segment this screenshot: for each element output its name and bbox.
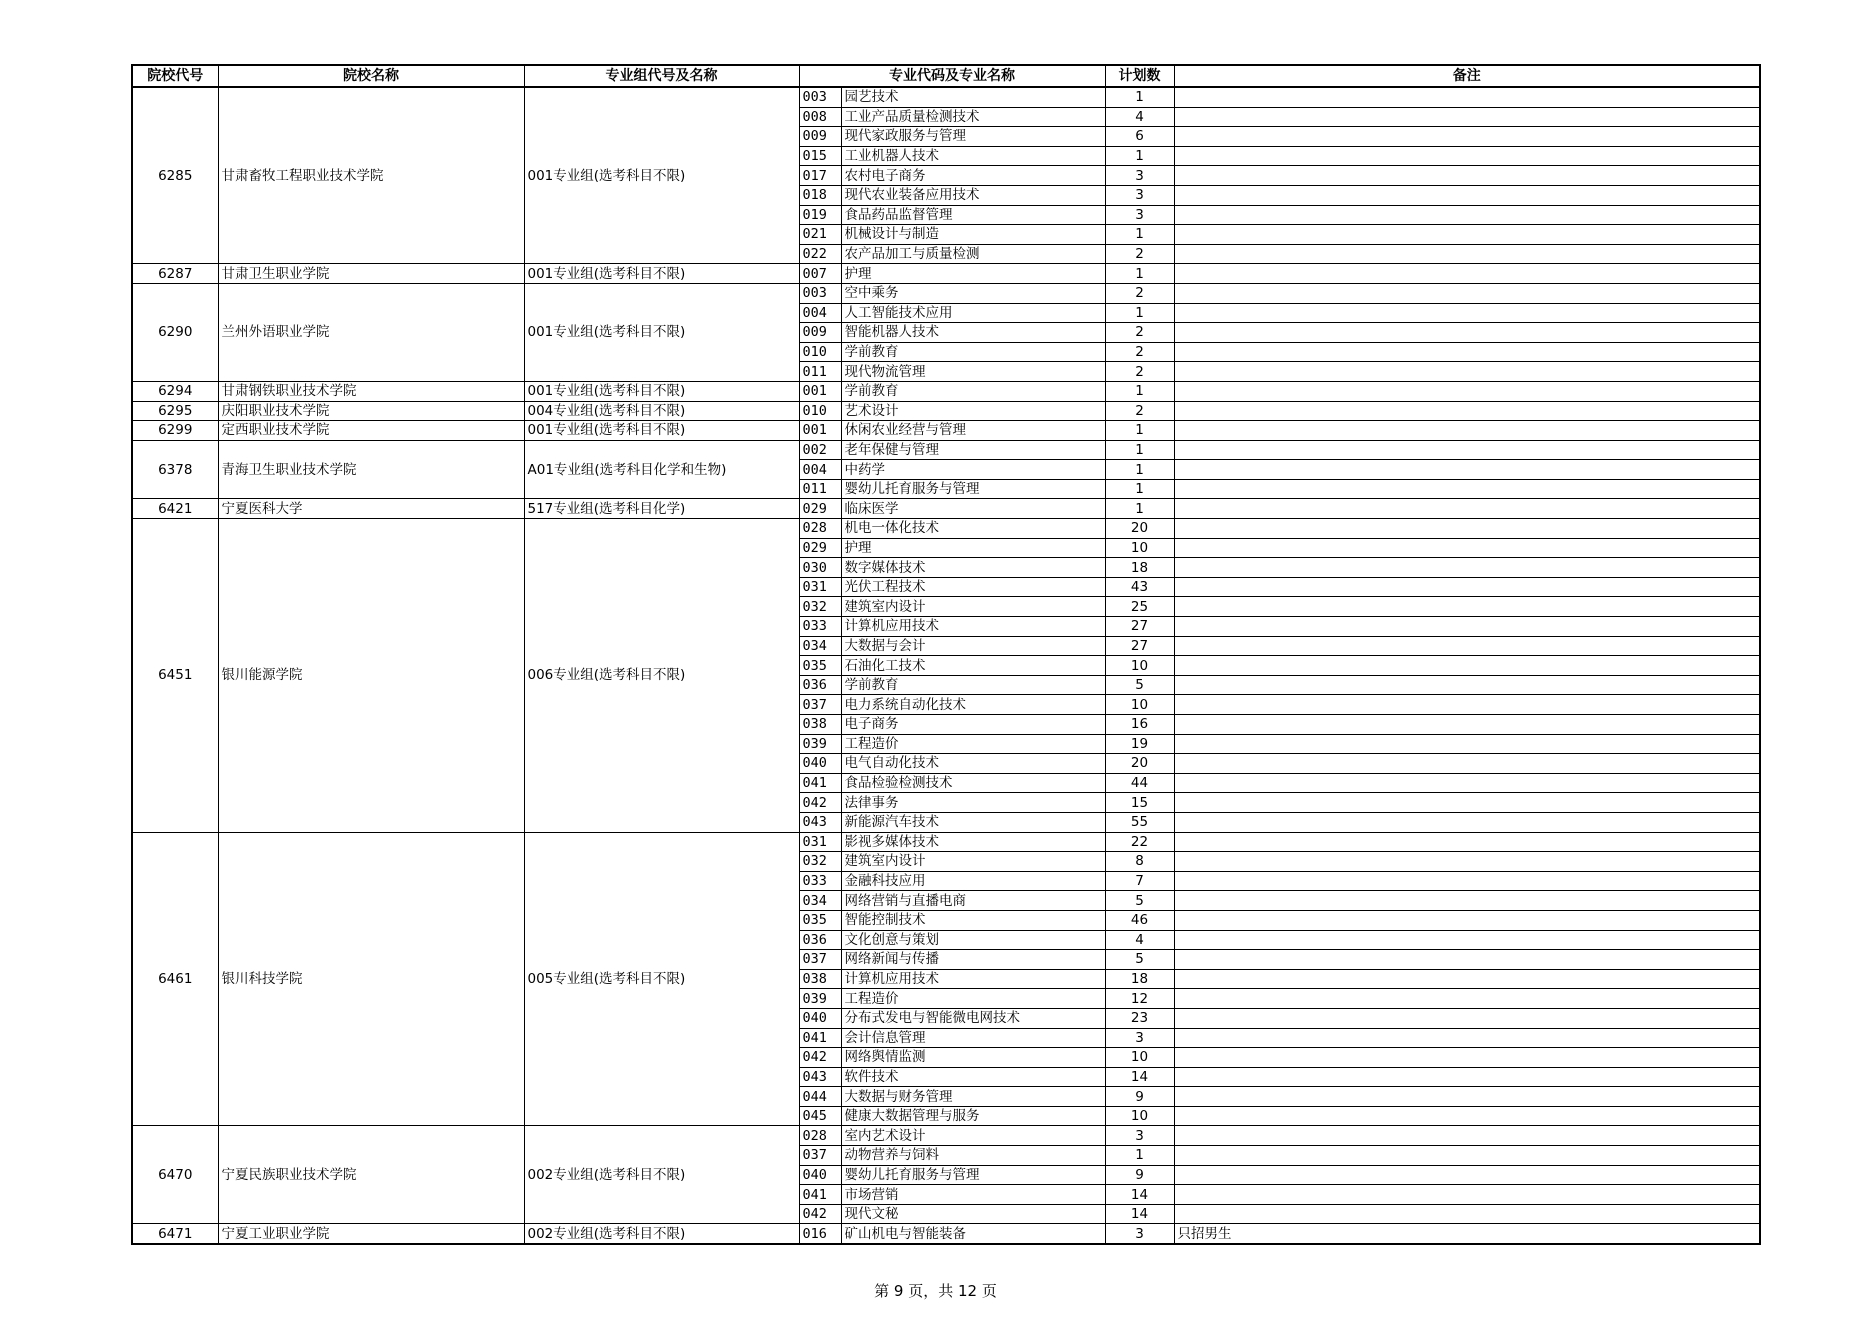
- note-cell: [1174, 852, 1760, 872]
- major-name-cell: 学前教育: [841, 342, 1105, 362]
- major-code-cell: 031: [799, 577, 841, 597]
- major-code-cell: 002: [799, 440, 841, 460]
- major-name-cell: 机械设计与制造: [841, 225, 1105, 245]
- major-name-cell: 室内艺术设计: [841, 1126, 1105, 1146]
- major-name-cell: 工业机器人技术: [841, 146, 1105, 166]
- major-name-cell: 智能控制技术: [841, 910, 1105, 930]
- note-cell: [1174, 754, 1760, 774]
- note-cell: [1174, 1048, 1760, 1068]
- plan-count-cell: 10: [1105, 1106, 1174, 1126]
- header-major: 专业代码及专业名称: [799, 65, 1105, 87]
- major-name-cell: 人工智能技术应用: [841, 303, 1105, 323]
- note-cell: [1174, 675, 1760, 695]
- major-name-cell: 机电一体化技术: [841, 519, 1105, 539]
- header-note: 备注: [1174, 65, 1760, 87]
- note-cell: [1174, 617, 1760, 637]
- major-code-cell: 036: [799, 675, 841, 695]
- major-code-cell: 010: [799, 342, 841, 362]
- major-code-cell: 035: [799, 656, 841, 676]
- plan-count-cell: 16: [1105, 715, 1174, 735]
- note-cell: [1174, 930, 1760, 950]
- plan-count-cell: 18: [1105, 969, 1174, 989]
- note-cell: [1174, 1008, 1760, 1028]
- table-row: [132, 264, 1760, 284]
- note-cell: [1174, 283, 1760, 303]
- note-cell: [1174, 87, 1760, 107]
- plan-count-cell: 14: [1105, 1185, 1174, 1205]
- major-code-cell: 044: [799, 1087, 841, 1107]
- major-code-cell: 041: [799, 773, 841, 793]
- note-cell: [1174, 205, 1760, 225]
- plan-count-cell: 23: [1105, 1008, 1174, 1028]
- note-cell: [1174, 812, 1760, 832]
- note-cell: [1174, 107, 1760, 127]
- major-name-cell: 食品药品监督管理: [841, 205, 1105, 225]
- major-name-cell: 休闲农业经营与管理: [841, 421, 1105, 441]
- major-group-cell: 001专业组(选考科目不限): [524, 264, 799, 284]
- school-name-cell: 青海卫生职业技术学院: [218, 440, 524, 499]
- major-name-cell: 文化创意与策划: [841, 930, 1105, 950]
- major-name-cell: 金融科技应用: [841, 871, 1105, 891]
- plan-count-cell: 1: [1105, 303, 1174, 323]
- major-code-cell: 003: [799, 87, 841, 107]
- note-cell: [1174, 636, 1760, 656]
- school-code-cell: 6295: [132, 401, 218, 421]
- plan-count-cell: 6: [1105, 127, 1174, 147]
- plan-count-cell: 4: [1105, 930, 1174, 950]
- major-name-cell: 法律事务: [841, 793, 1105, 813]
- plan-count-cell: 5: [1105, 675, 1174, 695]
- major-name-cell: 网络舆情监测: [841, 1048, 1105, 1068]
- plan-count-cell: 1: [1105, 479, 1174, 499]
- major-name-cell: 软件技术: [841, 1067, 1105, 1087]
- plan-count-cell: 5: [1105, 891, 1174, 911]
- note-cell: [1174, 440, 1760, 460]
- major-code-cell: 042: [799, 793, 841, 813]
- school-code-cell: 6294: [132, 381, 218, 401]
- plan-count-cell: 4: [1105, 107, 1174, 127]
- school-name-cell: 宁夏民族职业技术学院: [218, 1126, 524, 1224]
- major-name-cell: 学前教育: [841, 381, 1105, 401]
- major-group-cell: 002专业组(选考科目不限): [524, 1126, 799, 1224]
- major-code-cell: 040: [799, 754, 841, 774]
- note-cell: [1174, 519, 1760, 539]
- plan-count-cell: 44: [1105, 773, 1174, 793]
- plan-count-cell: 2: [1105, 323, 1174, 343]
- note-cell: [1174, 871, 1760, 891]
- note-cell: [1174, 538, 1760, 558]
- major-name-cell: 现代文秘: [841, 1204, 1105, 1224]
- major-code-cell: 003: [799, 283, 841, 303]
- plan-count-cell: 46: [1105, 910, 1174, 930]
- plan-count-cell: 1: [1105, 440, 1174, 460]
- note-cell: [1174, 891, 1760, 911]
- note-cell: [1174, 1165, 1760, 1185]
- major-group-cell: 002专业组(选考科目不限): [524, 1224, 799, 1244]
- school-code-cell: 6451: [132, 519, 218, 833]
- school-code-cell: 6299: [132, 421, 218, 441]
- major-code-cell: 038: [799, 715, 841, 735]
- major-name-cell: 动物营养与饲料: [841, 1146, 1105, 1166]
- major-name-cell: 建筑室内设计: [841, 852, 1105, 872]
- plan-count-cell: 1: [1105, 146, 1174, 166]
- major-group-cell: 001专业组(选考科目不限): [524, 421, 799, 441]
- plan-count-cell: 2: [1105, 283, 1174, 303]
- plan-count-cell: 25: [1105, 597, 1174, 617]
- plan-count-cell: 27: [1105, 636, 1174, 656]
- major-name-cell: 农产品加工与质量检测: [841, 244, 1105, 264]
- major-code-cell: 019: [799, 205, 841, 225]
- major-name-cell: 大数据与会计: [841, 636, 1105, 656]
- table-row: [132, 381, 1760, 401]
- plan-count-cell: 10: [1105, 1048, 1174, 1068]
- school-name-cell: 甘肃卫生职业学院: [218, 264, 524, 284]
- major-code-cell: 028: [799, 519, 841, 539]
- plan-count-cell: 3: [1105, 1126, 1174, 1146]
- table-row: [132, 421, 1760, 441]
- table-header-row: [132, 65, 1760, 87]
- major-name-cell: 现代农业装备应用技术: [841, 185, 1105, 205]
- note-cell: [1174, 656, 1760, 676]
- note-cell: [1174, 1185, 1760, 1205]
- major-code-cell: 043: [799, 812, 841, 832]
- major-name-cell: 会计信息管理: [841, 1028, 1105, 1048]
- plan-count-cell: 1: [1105, 460, 1174, 480]
- major-code-cell: 039: [799, 734, 841, 754]
- major-group-cell: 517专业组(选考科目化学): [524, 499, 799, 519]
- major-code-cell: 035: [799, 910, 841, 930]
- major-code-cell: 032: [799, 852, 841, 872]
- plan-count-cell: 12: [1105, 989, 1174, 1009]
- plan-count-cell: 1: [1105, 87, 1174, 107]
- major-code-cell: 030: [799, 558, 841, 578]
- major-code-cell: 009: [799, 127, 841, 147]
- major-code-cell: 007: [799, 264, 841, 284]
- plan-count-cell: 20: [1105, 519, 1174, 539]
- major-code-cell: 043: [799, 1067, 841, 1087]
- plan-count-cell: 10: [1105, 695, 1174, 715]
- major-name-cell: 中药学: [841, 460, 1105, 480]
- major-code-cell: 021: [799, 225, 841, 245]
- major-name-cell: 计算机应用技术: [841, 969, 1105, 989]
- major-code-cell: 037: [799, 695, 841, 715]
- note-cell: [1174, 1204, 1760, 1224]
- table-row: [132, 499, 1760, 519]
- plan-count-cell: 10: [1105, 538, 1174, 558]
- plan-count-cell: 14: [1105, 1067, 1174, 1087]
- major-name-cell: 电子商务: [841, 715, 1105, 735]
- table-row: [132, 440, 1760, 460]
- major-name-cell: 护理: [841, 538, 1105, 558]
- major-code-cell: 036: [799, 930, 841, 950]
- major-name-cell: 电气自动化技术: [841, 754, 1105, 774]
- major-code-cell: 016: [799, 1224, 841, 1244]
- note-cell: [1174, 558, 1760, 578]
- major-code-cell: 040: [799, 1165, 841, 1185]
- major-code-cell: 041: [799, 1028, 841, 1048]
- note-cell: [1174, 185, 1760, 205]
- major-code-cell: 045: [799, 1106, 841, 1126]
- major-name-cell: 计算机应用技术: [841, 617, 1105, 637]
- plan-count-cell: 14: [1105, 1204, 1174, 1224]
- note-cell: [1174, 793, 1760, 813]
- major-name-cell: 空中乘务: [841, 283, 1105, 303]
- major-name-cell: 食品检验检测技术: [841, 773, 1105, 793]
- major-code-cell: 011: [799, 362, 841, 382]
- note-cell: [1174, 499, 1760, 519]
- major-code-cell: 031: [799, 832, 841, 852]
- major-code-cell: 001: [799, 421, 841, 441]
- plan-count-cell: 10: [1105, 656, 1174, 676]
- note-cell: [1174, 695, 1760, 715]
- plan-count-cell: 2: [1105, 244, 1174, 264]
- major-code-cell: 037: [799, 1146, 841, 1166]
- major-name-cell: 石油化工技术: [841, 656, 1105, 676]
- plan-count-cell: 1: [1105, 225, 1174, 245]
- major-code-cell: 032: [799, 597, 841, 617]
- major-name-cell: 园艺技术: [841, 87, 1105, 107]
- plan-count-cell: 20: [1105, 754, 1174, 774]
- major-code-cell: 008: [799, 107, 841, 127]
- note-cell: [1174, 577, 1760, 597]
- major-code-cell: 037: [799, 950, 841, 970]
- plan-count-cell: 2: [1105, 362, 1174, 382]
- major-name-cell: 影视多媒体技术: [841, 832, 1105, 852]
- plan-count-cell: 3: [1105, 166, 1174, 186]
- note-cell: [1174, 773, 1760, 793]
- note-cell: [1174, 1028, 1760, 1048]
- school-name-cell: 兰州外语职业学院: [218, 283, 524, 381]
- major-name-cell: 市场营销: [841, 1185, 1105, 1205]
- note-cell: [1174, 1146, 1760, 1166]
- plan-count-cell: 15: [1105, 793, 1174, 813]
- major-code-cell: 042: [799, 1204, 841, 1224]
- note-cell: [1174, 1087, 1760, 1107]
- note-cell: [1174, 1067, 1760, 1087]
- table-row: [132, 1126, 1760, 1146]
- major-name-cell: 临床医学: [841, 499, 1105, 519]
- plan-count-cell: 1: [1105, 381, 1174, 401]
- note-cell: 只招男生: [1174, 1224, 1760, 1244]
- major-code-cell: 034: [799, 891, 841, 911]
- major-name-cell: 婴幼儿托育服务与管理: [841, 1165, 1105, 1185]
- note-cell: [1174, 460, 1760, 480]
- school-name-cell: 定西职业技术学院: [218, 421, 524, 441]
- table-body: [132, 87, 1760, 1244]
- major-group-cell: 004专业组(选考科目不限): [524, 401, 799, 421]
- plan-count-cell: 1: [1105, 421, 1174, 441]
- school-name-cell: 银川能源学院: [218, 519, 524, 833]
- major-group-cell: 001专业组(选考科目不限): [524, 87, 799, 264]
- major-code-cell: 042: [799, 1048, 841, 1068]
- major-name-cell: 工业产品质量检测技术: [841, 107, 1105, 127]
- major-code-cell: 010: [799, 401, 841, 421]
- plan-count-cell: 55: [1105, 812, 1174, 832]
- school-code-cell: 6471: [132, 1224, 218, 1244]
- major-code-cell: 034: [799, 636, 841, 656]
- major-name-cell: 新能源汽车技术: [841, 812, 1105, 832]
- plan-count-cell: 27: [1105, 617, 1174, 637]
- major-code-cell: 029: [799, 538, 841, 558]
- major-code-cell: 004: [799, 460, 841, 480]
- note-cell: [1174, 989, 1760, 1009]
- major-code-cell: 033: [799, 871, 841, 891]
- major-name-cell: 工程造价: [841, 989, 1105, 1009]
- header-school-name: 院校名称: [218, 65, 524, 87]
- plan-count-cell: 3: [1105, 185, 1174, 205]
- table-row: [132, 519, 1760, 539]
- major-name-cell: 数字媒体技术: [841, 558, 1105, 578]
- major-code-cell: 040: [799, 1008, 841, 1028]
- note-cell: [1174, 342, 1760, 362]
- major-code-cell: 009: [799, 323, 841, 343]
- major-group-cell: A01专业组(选考科目化学和生物): [524, 440, 799, 499]
- note-cell: [1174, 597, 1760, 617]
- note-cell: [1174, 166, 1760, 186]
- major-name-cell: 婴幼儿托育服务与管理: [841, 479, 1105, 499]
- plan-count-cell: 1: [1105, 1146, 1174, 1166]
- major-name-cell: 分布式发电与智能微电网技术: [841, 1008, 1105, 1028]
- plan-count-cell: 8: [1105, 852, 1174, 872]
- plan-count-cell: 43: [1105, 577, 1174, 597]
- major-name-cell: 建筑室内设计: [841, 597, 1105, 617]
- plan-count-cell: 18: [1105, 558, 1174, 578]
- major-code-cell: 029: [799, 499, 841, 519]
- note-cell: [1174, 969, 1760, 989]
- major-name-cell: 艺术设计: [841, 401, 1105, 421]
- note-cell: [1174, 303, 1760, 323]
- major-name-cell: 学前教育: [841, 675, 1105, 695]
- plan-count-cell: 1: [1105, 499, 1174, 519]
- school-name-cell: 甘肃畜牧工程职业技术学院: [218, 87, 524, 264]
- header-plan: 计划数: [1105, 65, 1174, 87]
- school-name-cell: 银川科技学院: [218, 832, 524, 1126]
- school-code-cell: 6378: [132, 440, 218, 499]
- note-cell: [1174, 734, 1760, 754]
- major-code-cell: 038: [799, 969, 841, 989]
- plan-count-cell: 22: [1105, 832, 1174, 852]
- school-code-cell: 6285: [132, 87, 218, 264]
- major-code-cell: 015: [799, 146, 841, 166]
- major-group-cell: 006专业组(选考科目不限): [524, 519, 799, 833]
- major-name-cell: 网络新闻与传播: [841, 950, 1105, 970]
- note-cell: [1174, 401, 1760, 421]
- note-cell: [1174, 323, 1760, 343]
- major-name-cell: 护理: [841, 264, 1105, 284]
- major-name-cell: 网络营销与直播电商: [841, 891, 1105, 911]
- major-name-cell: 工程造价: [841, 734, 1105, 754]
- note-cell: [1174, 381, 1760, 401]
- major-code-cell: 022: [799, 244, 841, 264]
- major-name-cell: 电力系统自动化技术: [841, 695, 1105, 715]
- plan-count-cell: 1: [1105, 264, 1174, 284]
- major-group-cell: 001专业组(选考科目不限): [524, 283, 799, 381]
- plan-count-cell: 2: [1105, 401, 1174, 421]
- plan-count-cell: 3: [1105, 205, 1174, 225]
- school-name-cell: 宁夏医科大学: [218, 499, 524, 519]
- major-code-cell: 033: [799, 617, 841, 637]
- major-name-cell: 矿山机电与智能装备: [841, 1224, 1105, 1244]
- plan-count-cell: 7: [1105, 871, 1174, 891]
- school-name-cell: 庆阳职业技术学院: [218, 401, 524, 421]
- major-name-cell: 现代物流管理: [841, 362, 1105, 382]
- school-name-cell: 宁夏工业职业学院: [218, 1224, 524, 1244]
- note-cell: [1174, 146, 1760, 166]
- note-cell: [1174, 244, 1760, 264]
- major-group-cell: 001专业组(选考科目不限): [524, 381, 799, 401]
- enrollment-plan-table: [131, 64, 1761, 1245]
- major-code-cell: 004: [799, 303, 841, 323]
- major-code-cell: 039: [799, 989, 841, 1009]
- table-row: [132, 832, 1760, 852]
- major-name-cell: 农村电子商务: [841, 166, 1105, 186]
- note-cell: [1174, 362, 1760, 382]
- major-name-cell: 老年保健与管理: [841, 440, 1105, 460]
- note-cell: [1174, 264, 1760, 284]
- note-cell: [1174, 421, 1760, 441]
- school-code-cell: 6287: [132, 264, 218, 284]
- header-school-code: 院校代号: [132, 65, 218, 87]
- note-cell: [1174, 910, 1760, 930]
- major-code-cell: 017: [799, 166, 841, 186]
- header-group: 专业组代号及名称: [524, 65, 799, 87]
- major-group-cell: 005专业组(选考科目不限): [524, 832, 799, 1126]
- major-name-cell: 现代家政服务与管理: [841, 127, 1105, 147]
- note-cell: [1174, 1106, 1760, 1126]
- plan-count-cell: 2: [1105, 342, 1174, 362]
- school-code-cell: 6461: [132, 832, 218, 1126]
- school-code-cell: 6290: [132, 283, 218, 381]
- note-cell: [1174, 715, 1760, 735]
- table-row: [132, 283, 1760, 303]
- plan-count-cell: 9: [1105, 1165, 1174, 1185]
- major-code-cell: 001: [799, 381, 841, 401]
- major-name-cell: 健康大数据管理与服务: [841, 1106, 1105, 1126]
- plan-count-cell: 19: [1105, 734, 1174, 754]
- table-row: [132, 1224, 1760, 1244]
- note-cell: [1174, 479, 1760, 499]
- plan-count-cell: 5: [1105, 950, 1174, 970]
- plan-count-cell: 3: [1105, 1028, 1174, 1048]
- major-code-cell: 011: [799, 479, 841, 499]
- major-code-cell: 018: [799, 185, 841, 205]
- plan-count-cell: 9: [1105, 1087, 1174, 1107]
- major-code-cell: 028: [799, 1126, 841, 1146]
- note-cell: [1174, 127, 1760, 147]
- school-code-cell: 6470: [132, 1126, 218, 1224]
- page-footer: 第 9 页，共 12 页: [874, 1282, 997, 1300]
- table-row: [132, 87, 1760, 107]
- major-name-cell: 智能机器人技术: [841, 323, 1105, 343]
- school-name-cell: 甘肃钢铁职业技术学院: [218, 381, 524, 401]
- major-name-cell: 大数据与财务管理: [841, 1087, 1105, 1107]
- note-cell: [1174, 1126, 1760, 1146]
- table-row: [132, 401, 1760, 421]
- major-code-cell: 041: [799, 1185, 841, 1205]
- note-cell: [1174, 832, 1760, 852]
- plan-count-cell: 3: [1105, 1224, 1174, 1244]
- major-name-cell: 光伏工程技术: [841, 577, 1105, 597]
- note-cell: [1174, 950, 1760, 970]
- school-code-cell: 6421: [132, 499, 218, 519]
- note-cell: [1174, 225, 1760, 245]
